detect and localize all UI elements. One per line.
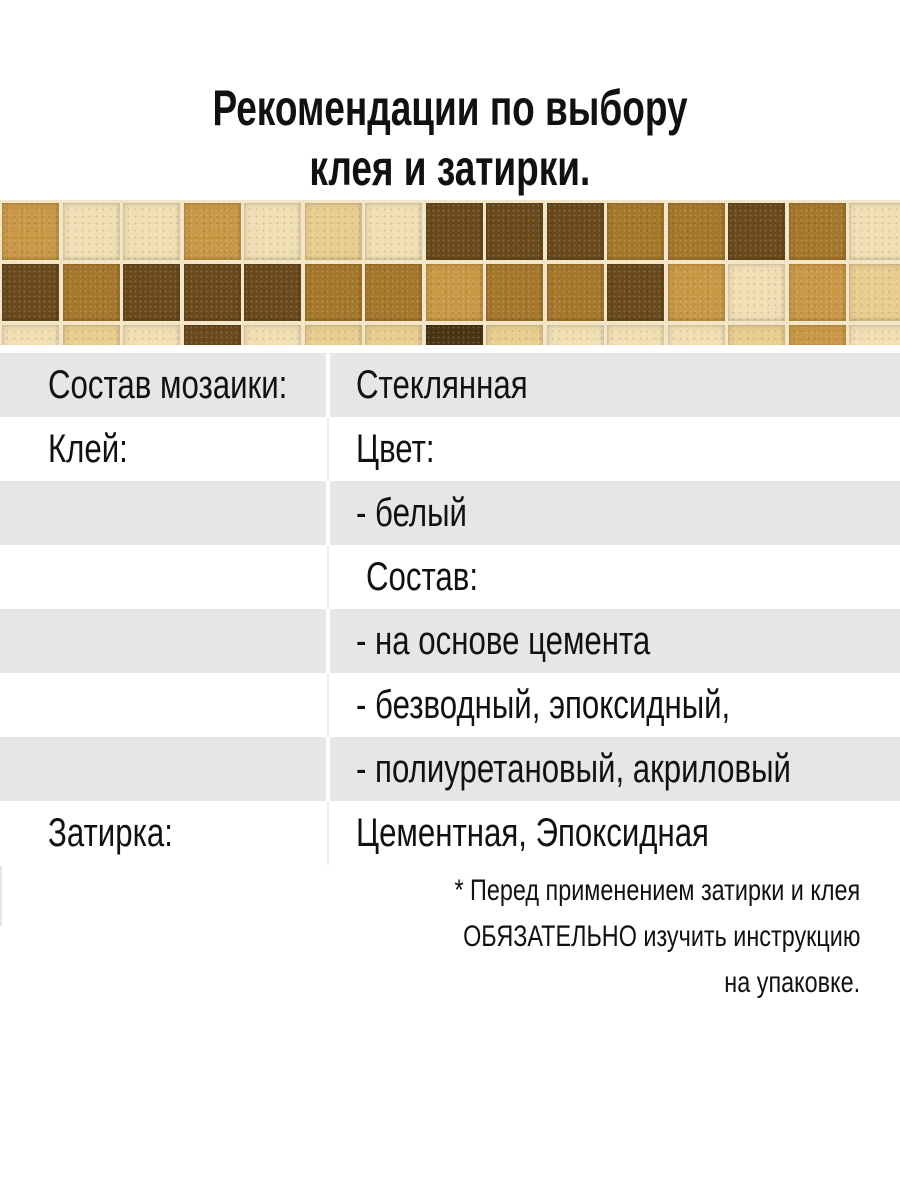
mosaic-tile <box>365 203 422 260</box>
mosaic-tile <box>184 203 241 260</box>
row-value: Цвет: <box>356 427 435 471</box>
mosaic-tile <box>305 203 362 260</box>
mosaic-tile <box>486 203 543 260</box>
column-divider <box>327 673 329 737</box>
mosaic-tile <box>305 264 362 321</box>
mosaic-tile <box>668 325 725 345</box>
table-row-polyurethane <box>0 737 900 801</box>
footnote-line-1: * Перед применением затирки и клея <box>454 874 860 907</box>
table-row-anhydrous <box>0 673 900 737</box>
mosaic-tile <box>244 264 301 321</box>
mosaic-tile <box>123 325 180 345</box>
mosaic-tile <box>668 264 725 321</box>
row-value: Состав: <box>366 555 479 599</box>
table-row-composition <box>0 353 900 417</box>
column-divider <box>327 545 329 609</box>
row-label: Затирка: <box>48 811 173 855</box>
mosaic-tile <box>789 325 846 345</box>
mosaic-tile <box>486 325 543 345</box>
mosaic-tile <box>607 325 664 345</box>
table-row-glue <box>0 417 900 481</box>
footnote <box>300 868 860 1006</box>
mosaic-tile <box>607 264 664 321</box>
mosaic-tile <box>2 325 59 345</box>
mosaic-banner-image <box>0 200 900 345</box>
mosaic-tile <box>426 264 483 321</box>
mosaic-tile <box>426 325 483 345</box>
mosaic-tile <box>365 325 422 345</box>
mosaic-tile <box>789 203 846 260</box>
row-value: - белый <box>356 491 467 535</box>
column-divider <box>327 417 329 481</box>
column-divider <box>326 609 330 673</box>
row-value: - безводный, эпоксидный, <box>356 683 731 727</box>
mosaic-tile <box>547 325 604 345</box>
mosaic-tile <box>184 325 241 345</box>
mosaic-tile <box>244 325 301 345</box>
mosaic-tile <box>849 325 900 345</box>
title-line-1: Рекомендации по выбору <box>212 80 688 136</box>
mosaic-tile <box>547 264 604 321</box>
mosaic-tile <box>184 264 241 321</box>
recommendations-table <box>0 353 900 865</box>
mosaic-tile <box>2 264 59 321</box>
mosaic-tile <box>63 264 120 321</box>
mosaic-tile <box>123 264 180 321</box>
table-row-glue-composition <box>0 545 900 609</box>
footnote-line-2: ОБЯЗАТЕЛЬНО изучить инструкцию <box>462 920 860 953</box>
row-value: Стеклянная <box>356 363 528 407</box>
row-value: Цементная, Эпоксидная <box>356 811 709 855</box>
row-label: Состав мозаики: <box>48 363 288 407</box>
mosaic-tile <box>547 203 604 260</box>
title-line-2: клея и затирки. <box>309 140 591 196</box>
mosaic-tile <box>63 325 120 345</box>
mosaic-tile <box>789 264 846 321</box>
mosaic-tile <box>849 264 900 321</box>
mosaic-tile <box>607 203 664 260</box>
mosaic-tile <box>728 325 785 345</box>
table-row-glue-color <box>0 481 900 545</box>
table-edge <box>0 866 2 926</box>
row-value: - на основе цемента <box>356 619 651 663</box>
table-row-grout <box>0 801 900 865</box>
mosaic-tile <box>486 264 543 321</box>
mosaic-tile <box>668 203 725 260</box>
mosaic-tile <box>305 325 362 345</box>
column-divider <box>326 481 330 545</box>
column-divider <box>326 737 330 801</box>
mosaic-tile <box>63 203 120 260</box>
mosaic-tile <box>365 264 422 321</box>
mosaic-tile <box>2 203 59 260</box>
mosaic-tile <box>123 203 180 260</box>
mosaic-tile <box>849 203 900 260</box>
column-divider <box>327 801 329 865</box>
row-label: Клей: <box>48 427 128 471</box>
mosaic-tile <box>728 264 785 321</box>
mosaic-tile <box>426 203 483 260</box>
mosaic-tile <box>244 203 301 260</box>
table-row-cement-based <box>0 609 900 673</box>
mosaic-tile <box>728 203 785 260</box>
footnote-line-3: на упаковке. <box>724 966 860 999</box>
page-title <box>0 78 900 198</box>
row-value: - полиуретановый, акриловый <box>356 747 791 791</box>
